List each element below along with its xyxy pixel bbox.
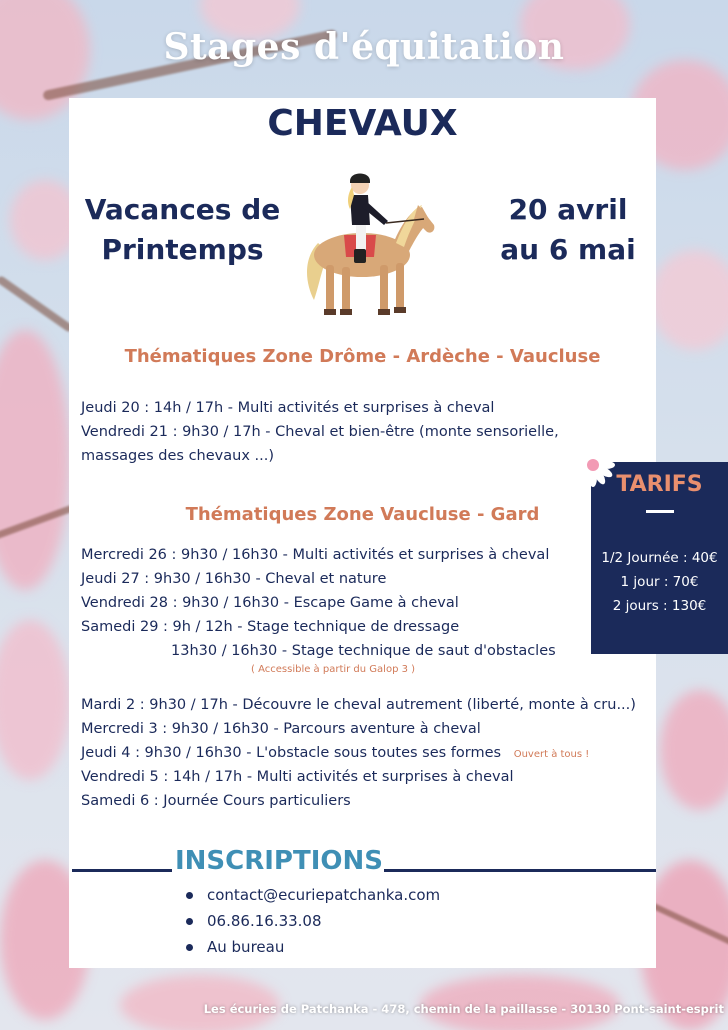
horse-rider-icon [300, 165, 440, 325]
schedule-row: Vendredi 5 : 14h / 17h - Multi activités et surprises à cheval [81, 769, 514, 785]
theme-title-vaucluse-gard: Thématiques Zone Vaucluse - Gard [185, 504, 540, 525]
tarif-half-day: 1/2 Journée : 40€ [601, 550, 718, 566]
bullet-icon [186, 944, 193, 951]
tarif-two-days: 2 jours : 130€ [612, 598, 707, 614]
galop-note: ( Accessible à partir du Galop 3 ) [251, 664, 416, 675]
schedule-row: Vendredi 21 : 9h30 / 17h - Cheval et bien-être (monte sensorielle, [81, 424, 559, 440]
footer-address: Les écuries de Patchanka - 478, chemin de la paillasse - 30130 Pont-saint-esprit [203, 1002, 724, 1016]
bullet-icon [186, 892, 193, 899]
schedule-row-text: Jeudi 4 : 9h30 / 16h30 - L'obstacle sous toutes ses formes [81, 745, 502, 761]
schedule-row: Jeudi 20 : 14h / 17h - Multi activités et surprises à cheval [81, 400, 495, 416]
poster-title: CHEVAUX [267, 103, 458, 144]
list-item [186, 908, 440, 934]
schedule-row: Jeudi 27 : 9h30 / 16h30 - Cheval et nature [81, 571, 387, 587]
bullet-icon [186, 918, 193, 925]
contact-email: contact@ecuriepatchanka.com [207, 886, 441, 904]
date-range-line2: au 6 mai [500, 233, 636, 266]
schedule-row: Samedi 29 : 9h / 12h - Stage technique de dressage [81, 619, 460, 635]
page-title: Stages d'équitation [163, 26, 565, 68]
holiday-label-line2: Printemps [101, 233, 264, 266]
holiday-label-line1: Vacances de [84, 193, 281, 226]
schedule-row: Vendredi 28 : 9h30 / 16h30 - Escape Game à cheval [81, 595, 459, 611]
open-to-all-note: Ouvert à tous ! [513, 749, 590, 760]
schedule-row: Mardi 2 : 9h30 / 17h - Découvre le cheval autrement (liberté, monte à cru...) [81, 697, 636, 713]
tarif-one-day: 1 jour : 70€ [620, 574, 699, 590]
daisy-icon [570, 442, 616, 488]
schedule-row-indented: 13h30 / 16h30 - Stage technique de saut d'obstacles [171, 643, 556, 659]
inscriptions-divider-right [384, 869, 656, 872]
contact-phone: 06.86.16.33.08 [207, 912, 322, 930]
schedule-row: Mercredi 3 : 9h30 / 16h30 - Parcours aventure à cheval [81, 721, 481, 737]
tarifs-list [591, 546, 728, 618]
tarifs-divider [646, 510, 674, 513]
schedule-row: Samedi 6 : Journée Cours particuliers [81, 793, 351, 809]
list-item [186, 882, 440, 908]
date-range [488, 190, 648, 270]
inscriptions-divider-left [72, 869, 172, 872]
schedule-block-3 [81, 693, 636, 813]
schedule-block-2 [81, 543, 556, 677]
schedule-block-1 [81, 396, 559, 468]
contact-office: Au bureau [207, 938, 285, 956]
holiday-label [80, 190, 285, 270]
list-item [186, 934, 440, 960]
theme-title-drome-ardeche: Thématiques Zone Drôme - Ardèche - Vaucluse [124, 346, 601, 367]
schedule-row: massages des chevaux ...) [81, 448, 274, 464]
inscriptions-title: INSCRIPTIONS [175, 846, 383, 876]
tarifs-title: TARIFS [616, 472, 703, 497]
schedule-row: Mercredi 26 : 9h30 / 16h30 - Multi activités et surprises à cheval [81, 547, 550, 563]
inscriptions-list [186, 882, 440, 960]
date-range-line1: 20 avril [508, 193, 628, 226]
schedule-row [81, 741, 636, 765]
tarifs-panel [591, 462, 728, 654]
